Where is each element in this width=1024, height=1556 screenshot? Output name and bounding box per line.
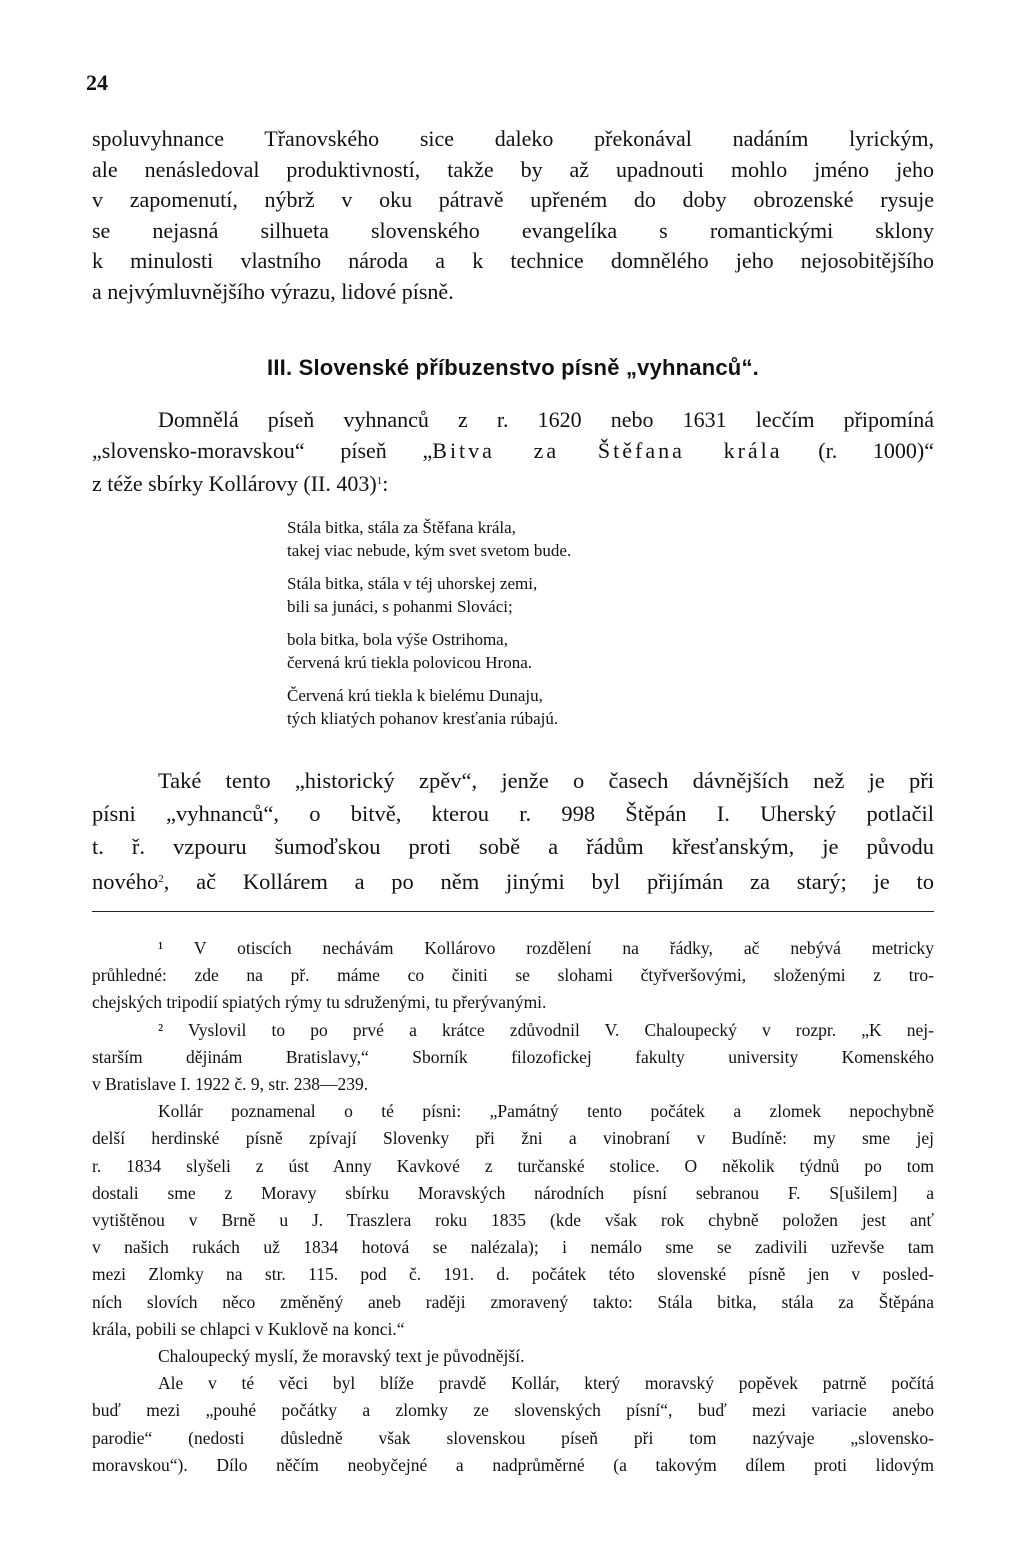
- poem-stanza: [287, 628, 571, 674]
- footnote-line: delší herdinské písně zpívají Slovenky při žni a vinobraní v Budíně: my sme jej: [92, 1128, 934, 1149]
- footnote-line: průhledné: zde na př. máme co činiti se slohami čtyřveršovými, složenými z tro-: [92, 965, 934, 986]
- footnote-line: Ale v té věci byl blíže pravdě Kollár, který moravský popěvek patrně počítá: [158, 1373, 934, 1394]
- text-line: [92, 436, 934, 467]
- footnote-continuation: [92, 1343, 934, 1370]
- poem-verse: takej viac nebude, kým svet svetom bude.: [287, 541, 572, 560]
- text-line: [92, 863, 934, 898]
- text-fragment: nového: [92, 869, 159, 894]
- poem-verse: Stála bitka, stála v téj uhorskej zemi,: [287, 574, 538, 593]
- page-number: 24: [86, 70, 108, 95]
- text-fragment: :: [382, 471, 389, 496]
- intro-paragraph: [92, 124, 934, 307]
- footnote-line: krála, pobili se chlapci v Kuklově na konci.“: [92, 1318, 405, 1339]
- footnote-line: v Bratislave I. 1922 č. 9, str. 238—239.: [92, 1074, 369, 1095]
- text-line: spoluvyhnance Třanovského sice daleko překonával nadáním lyrickým,: [92, 126, 934, 151]
- footnote-line: starším dějinám Bratislavy,“ Sborník filozofickej fakulty university Komenského: [92, 1046, 934, 1067]
- section-intro-paragraph: [92, 405, 934, 500]
- footnote-1: [92, 935, 934, 1017]
- poem-verse: Červená krú tiekla k bielému Dunaju,: [287, 686, 543, 705]
- text-line: ale nenásledoval produktivností, takže by až upadnouti mohlo jméno jeho: [92, 156, 934, 182]
- footnote-ref-1[interactable]: 1: [376, 475, 383, 487]
- footnote-2: [92, 1017, 934, 1099]
- text-line: Také tento „historický zpěv“, jenže o časech dávnějších než je při: [158, 768, 934, 793]
- footnote-line: Kollár poznamenal o té písni: „Památný tento počátek a zlomek nepochybně: [158, 1101, 934, 1122]
- text-line: Domnělá píseň vyhnanců z r. 1620 nebo 1631 lecčím připomíná: [158, 407, 934, 432]
- poem-verse: Stála bitka, stála za Štěfana krála,: [287, 518, 516, 537]
- footnote-line: chejských tripodií spiatých rýmy tu sdruženými, tu přerývanými.: [92, 992, 547, 1013]
- footnote-line: moravskou“). Dílo něčím neobyčejné a nadprůměrné (a takovým dílem proti lidovým: [92, 1454, 934, 1475]
- footnote-line: vytištěnou v Brně u J. Traszlera roku 1835 (kde však rok chybně položen jest anť: [92, 1210, 934, 1231]
- text-line: [92, 466, 934, 500]
- text-line: se nejasná silhueta slovenského evangelíka s romantickými sklony: [92, 217, 934, 243]
- section-heading: III. Slovenské příbuzenstvo písně „vyhnanců“.: [267, 355, 759, 380]
- footnote-continuation: [92, 1370, 934, 1479]
- text-fragment: (r. 1000)“: [782, 437, 935, 463]
- text-line: t. ř. vzpouru šumoďskou proti sobě a řádům křesťanským, je původu: [92, 834, 934, 859]
- poem-stanza: [287, 572, 571, 618]
- text-line: a nejvýmluvnějšího výrazu, lidové písně.: [92, 278, 454, 304]
- text-line: v zapomenutí, nýbrž v oku pátravě upřeném do doby obrozenské rysuje: [92, 187, 934, 212]
- poem: [287, 516, 571, 740]
- song-title: Bitva za Štěfana krála: [432, 437, 783, 463]
- continuation-paragraph: [92, 764, 934, 898]
- footnote-line: ¹ V otiscích nechávám Kollárovo rozdělení na řádky, ač nebývá metricky: [158, 938, 934, 958]
- poem-stanza: [287, 516, 571, 562]
- footnote-line: ² Vyslovil to po prvé a krátce zdůvodnil V. Chaloupecký v rozpr. „K nej-: [158, 1019, 934, 1040]
- text-fragment: , ač Kollárem a po něm jinými byl přijímán za starý; je to: [163, 869, 934, 894]
- text-line: k minulosti vlastního národa a k technice domnělého jeho nejosobitějšího: [92, 248, 934, 273]
- text-fragment: „slovensko-moravskou“ píseň „: [92, 437, 433, 463]
- footnote-divider: [92, 911, 934, 912]
- text-fragment: z téže sbírky Kollárovy (II. 403): [92, 471, 377, 496]
- poem-verse: bola bitka, bola výše Ostrihoma,: [287, 630, 508, 649]
- footnote-ref-2[interactable]: 2: [158, 873, 164, 885]
- footnote-line: dostali sme z Moravy sbírku Moravských národních písní sebranou F. S[ušilem] a: [92, 1182, 934, 1203]
- footnote-line: parodie“ (nedosti důsledně však slovenskou píseň při tom nazývaje „slovensko-: [92, 1427, 934, 1448]
- poem-stanza: [287, 684, 571, 730]
- footnotes: [92, 935, 934, 1479]
- text-line: písni „vyhnanců“, o bitvě, kterou r. 998 Štěpán I. Uherský potlačil: [92, 801, 934, 826]
- poem-verse: tých kliatých pohanov kresťania rúbajú.: [287, 709, 559, 728]
- footnote-line: buď mezi „pouhé počátky a zlomky ze slovenských písní“, buď mezi variacie anebo: [92, 1400, 934, 1421]
- poem-verse: bili sa junáci, s pohanmi Slováci;: [287, 597, 513, 616]
- footnote-continuation: [92, 1098, 934, 1343]
- footnote-line: r. 1834 slyšeli z úst Anny Kavkové z turčanské stolice. O několik týdnů po tom: [92, 1155, 934, 1176]
- footnote-line: v našich rukách už 1834 hotová se nalézala); i nemálo sme se zadivili uzřevše tam: [92, 1237, 934, 1258]
- footnote-line: Chaloupecký myslí, že moravský text je původnější.: [158, 1346, 525, 1367]
- footnote-line: mezi Zlomky na str. 115. pod č. 191. d. počátek této slovenské písně jen v posled-: [92, 1264, 934, 1285]
- footnote-line: ních slovích něco změněný aneb raději zmoravený takto: Stála bitka, stála za Štěpána: [92, 1291, 934, 1312]
- poem-verse: červená krú tiekla polovicou Hrona.: [287, 653, 532, 672]
